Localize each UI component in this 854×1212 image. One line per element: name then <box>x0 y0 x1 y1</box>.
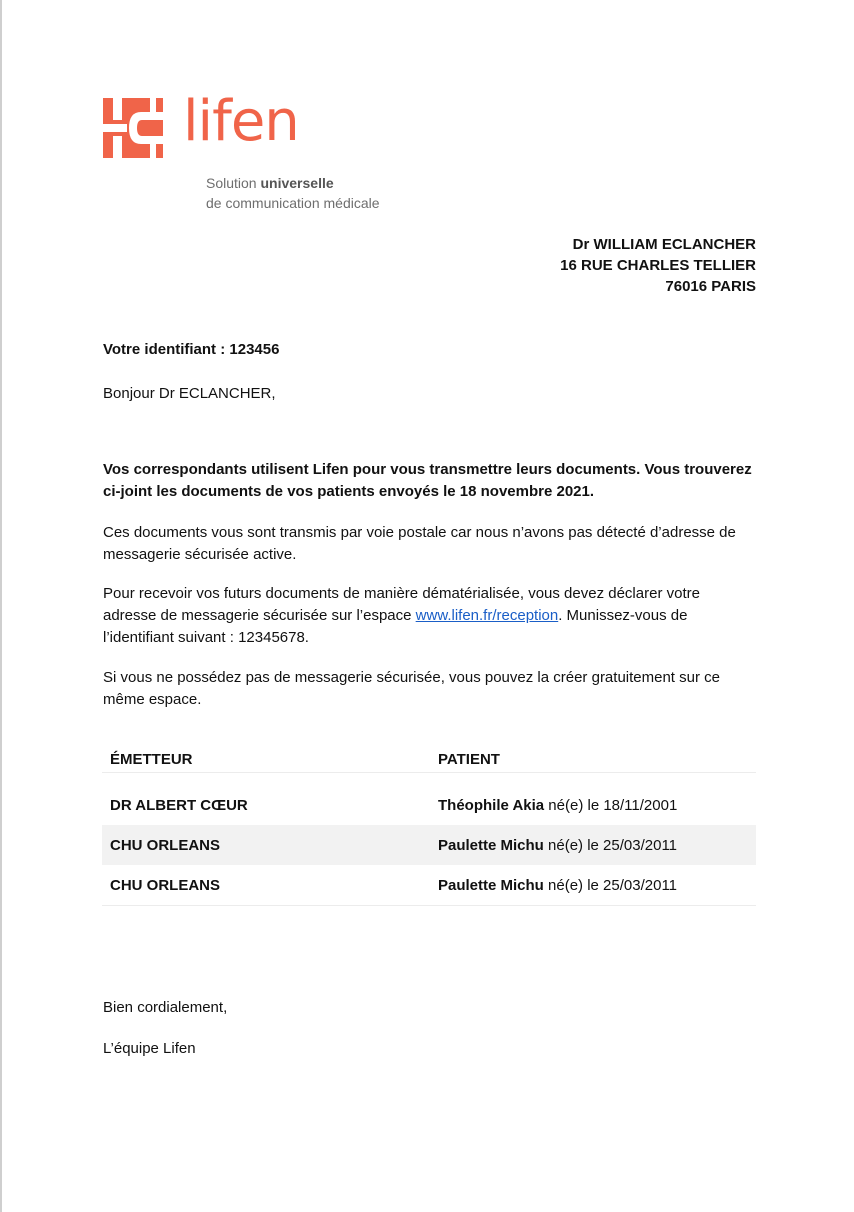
intro-paragraph: Vos correspondants utilisent Lifen pour vous transmettre leurs documents. Vous trouverez ci-joint les documents de vos patients envoyés le 18 novembre 2021. <box>103 461 752 500</box>
declare-text-before: Pour recevoir vos futurs documents de manière dématérialisée, vous devez déclarer votre adresse de messagerie sécurisée sur l’espace <box>103 585 700 624</box>
row-patient <box>430 865 756 906</box>
declare-text-after: . Munissez-vous de l’identifiant suivant : 12345678. <box>103 607 688 646</box>
recipient-address <box>560 234 756 297</box>
signature: L’équipe Lifen <box>103 1040 196 1057</box>
page-edge <box>0 0 2 1212</box>
greeting: Bonjour Dr ECLANCHER, <box>103 385 276 402</box>
closing: Bien cordialement, <box>103 999 228 1016</box>
table-row <box>102 825 756 865</box>
patient-birth: né(e) le 25/03/2011 <box>543 836 678 854</box>
row-sender: CHU ORLEANS <box>102 825 430 865</box>
recipient-street: 16 RUE CHARLES TELLIER <box>560 257 756 274</box>
row-patient <box>430 825 756 865</box>
reception-link[interactable]: www.lifen.fr/reception <box>415 607 559 624</box>
table-row <box>102 865 756 906</box>
row-patient <box>430 785 756 825</box>
recipient-name: Dr WILLIAM ECLANCHER <box>572 236 756 253</box>
postal-paragraph: Ces documents vous sont transmis par voie postale car nous n’avons pas détecté d’adresse de messagerie sécurisée active. <box>103 524 736 563</box>
patient-birth: né(e) le 18/11/2001 <box>544 796 678 814</box>
logo-wordmark: lifen <box>183 89 299 154</box>
create-paragraph: Si vous ne possédez pas de messagerie sécurisée, vous pouvez la créer gratuitement sur ce même espace. <box>103 669 720 708</box>
table-header-row <box>102 746 756 773</box>
tagline-line2: de communication médicale <box>206 195 380 211</box>
header-sender: ÉMETTEUR <box>102 746 430 773</box>
patient-name: Paulette Michu <box>438 836 544 854</box>
lifen-logo-mark-icon <box>103 98 163 158</box>
patient-birth: né(e) le 25/03/2011 <box>543 876 678 894</box>
identifier: Votre identifiant : 123456 <box>103 341 280 358</box>
tagline-prefix: Solution <box>206 175 261 191</box>
table-row <box>102 785 756 825</box>
tagline-bold: universelle <box>260 175 334 191</box>
row-sender: DR ALBERT CŒUR <box>110 796 248 814</box>
patient-name: Théophile Akia <box>438 796 545 814</box>
patient-name: Paulette Michu <box>438 876 544 894</box>
lifen-logo <box>103 89 299 160</box>
declare-paragraph <box>103 583 755 649</box>
table-spacer <box>102 773 756 786</box>
row-sender: CHU ORLEANS <box>102 865 430 906</box>
documents-table <box>102 746 756 906</box>
recipient-city: 76016 PARIS <box>665 278 756 295</box>
logo-tagline <box>206 173 380 213</box>
header-patient: PATIENT <box>430 746 756 773</box>
